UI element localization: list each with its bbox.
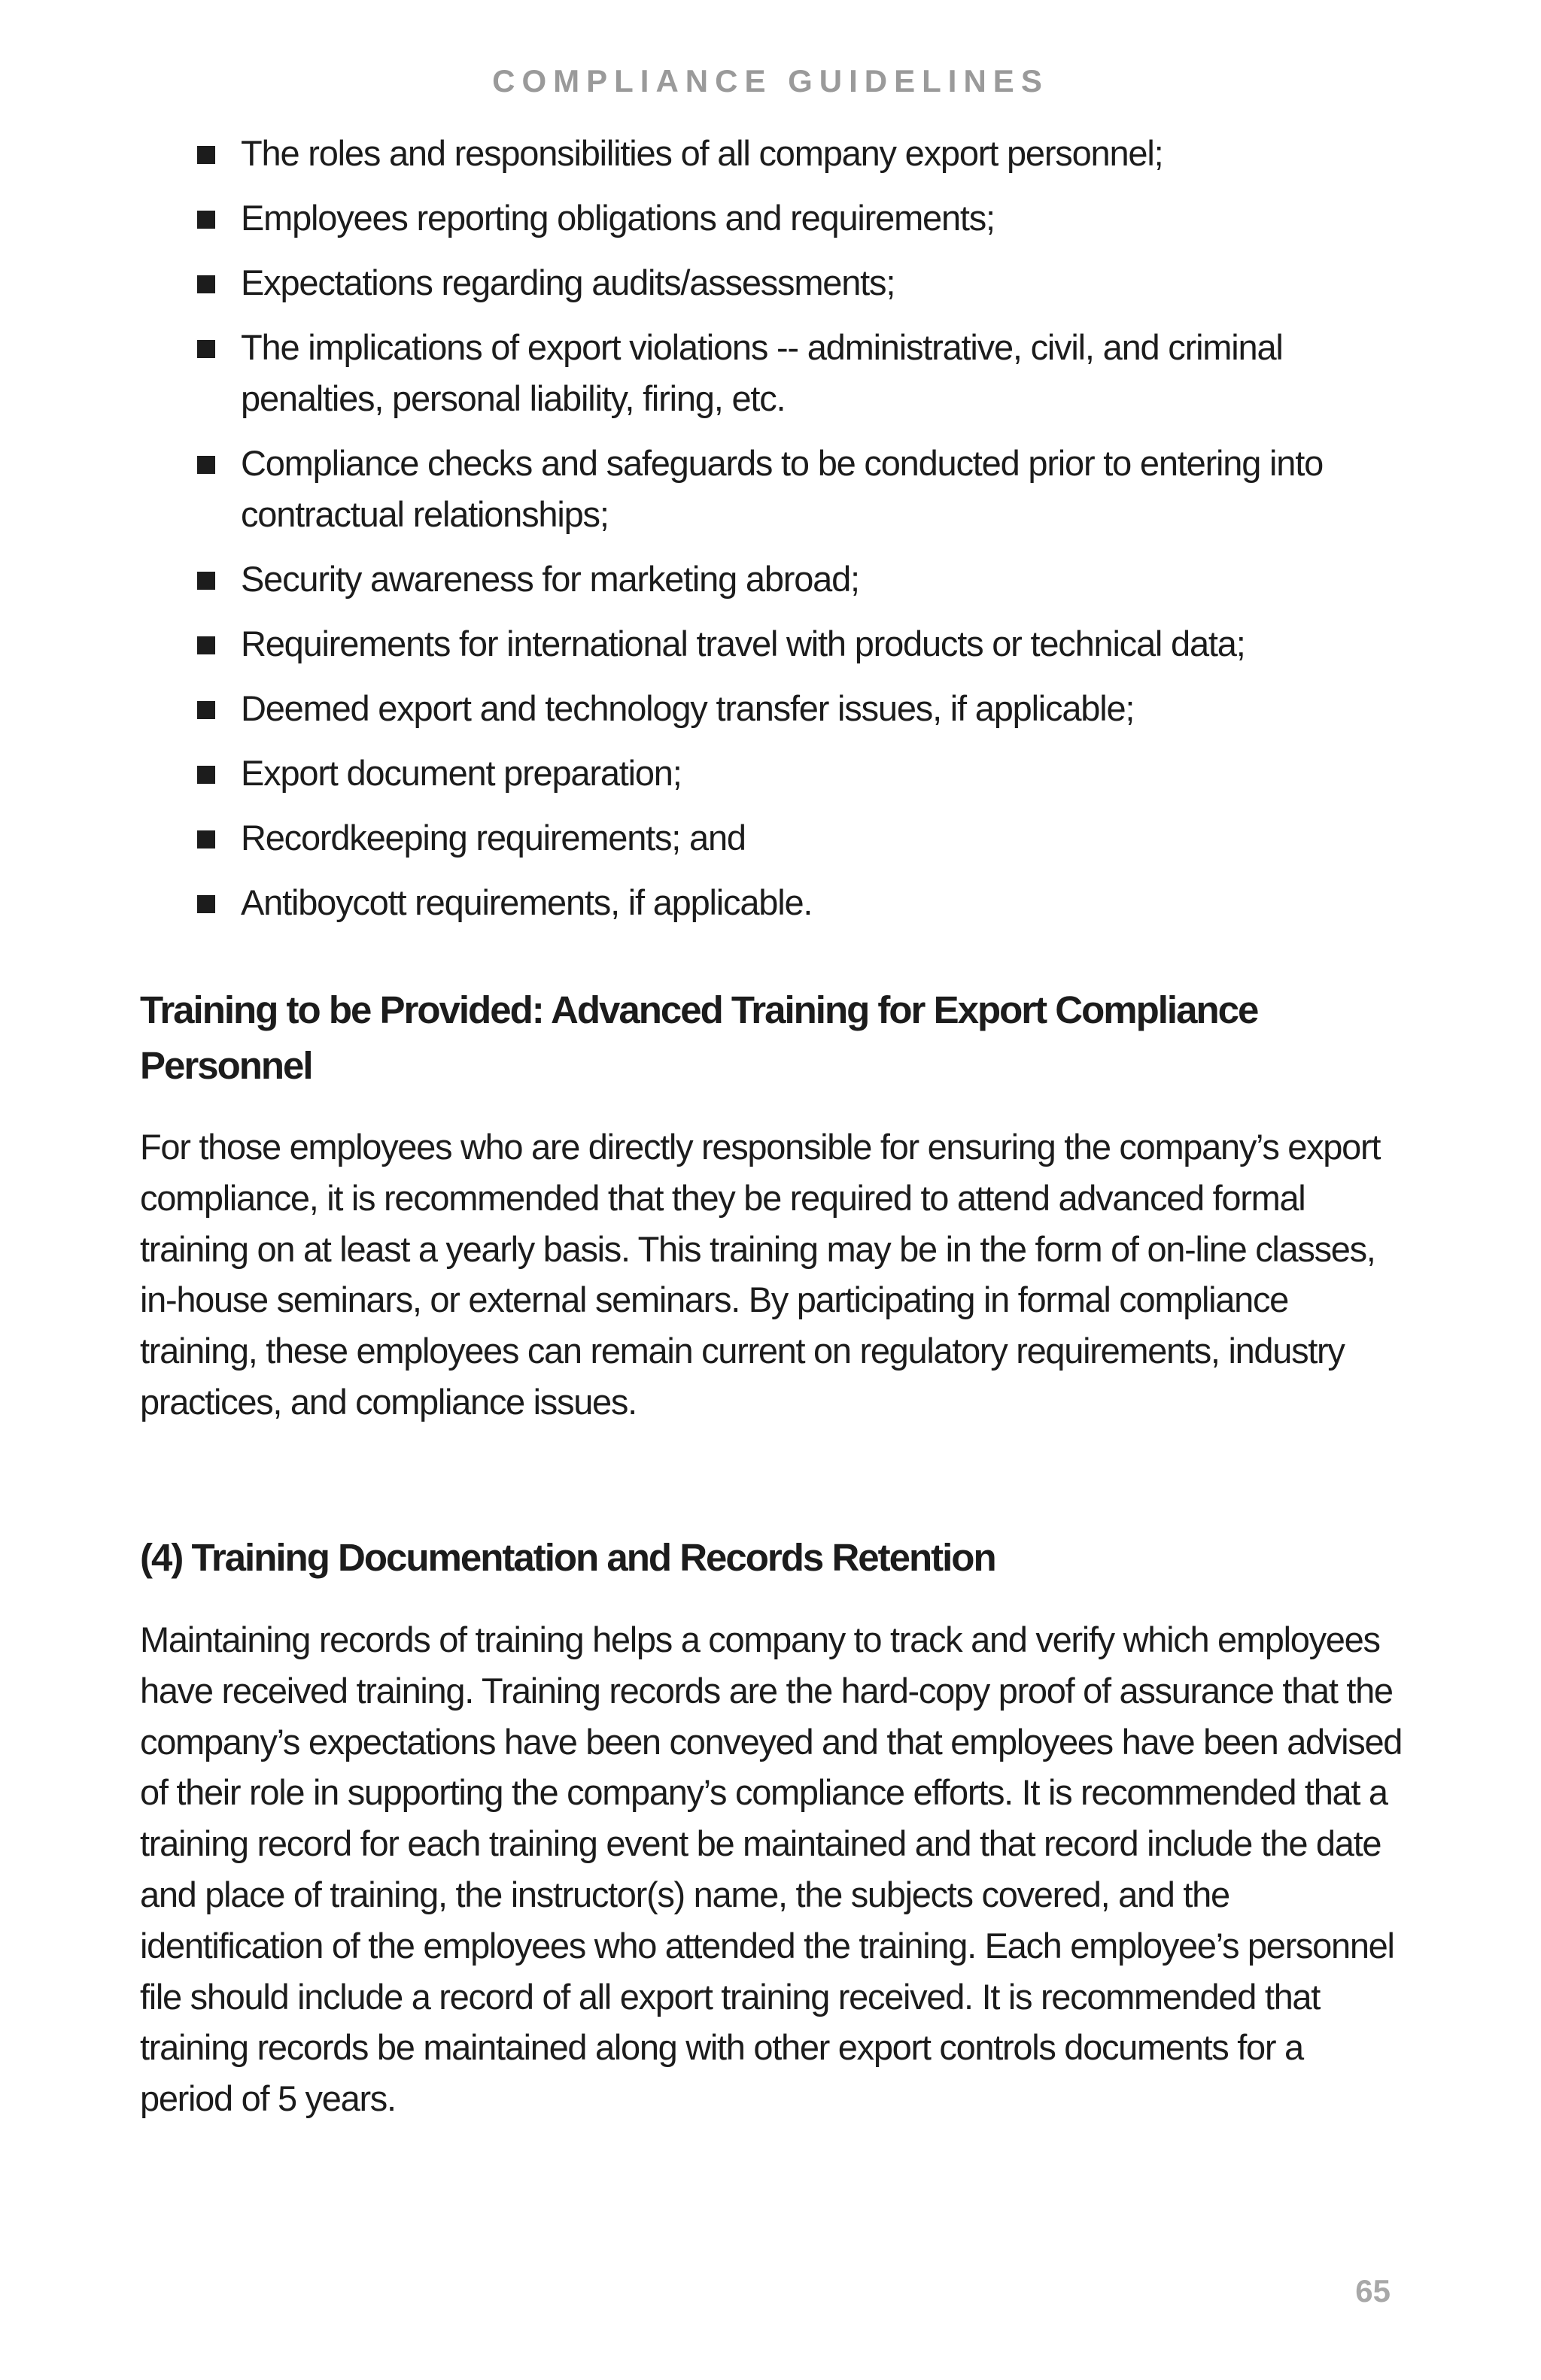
list-item <box>197 812 1431 864</box>
list-item-text: Antiboycott requirements, if applicable. <box>241 882 813 922</box>
square-bullet-icon <box>197 456 215 474</box>
list-item <box>197 618 1431 669</box>
list-item <box>197 257 1431 308</box>
list-item-text: Requirements for international travel with products or technical data; <box>241 624 1245 663</box>
list-item <box>197 128 1431 179</box>
list-item-text: Employees reporting obligations and requirements; <box>241 198 995 238</box>
square-bullet-icon <box>197 766 215 784</box>
square-bullet-icon <box>197 830 215 848</box>
section-body-records-retention: Maintaining records of training helps a company to track and verify which employees have received training. Training records are the hard-copy proof of assurance that the company’s expectations have been conveyed and that employees have been advised of their role in supporting the company’s compliance efforts. It is recommended that a training record for each training event be maintained and that record include the date and place of training, the instructor(s) name, the subjects covered, and the identification of the employees who attended the training. Each employee’s personnel file should include a record of all export training received. It is recommended that training records be maintained along with other export controls documents for a period of 5 years. <box>140 1620 1403 2119</box>
list-item <box>197 683 1431 734</box>
section-heading-records-retention: (4) Training Documentation and Records Retention <box>140 1536 995 1579</box>
square-bullet-icon <box>197 275 215 293</box>
list-item-text: Export document preparation; <box>241 753 682 793</box>
square-bullet-icon <box>197 211 215 229</box>
list-item-text: Recordkeeping requirements; and <box>241 818 746 858</box>
square-bullet-icon <box>197 572 215 590</box>
list-item-text: The roles and responsibilities of all company export personnel; <box>241 133 1163 173</box>
list-item-text: The implications of export violations -- administrative, civil, and criminal penalties, personal liability, firing, etc. <box>241 327 1283 418</box>
square-bullet-icon <box>197 701 215 719</box>
page-number: 65 <box>1355 2273 1391 2309</box>
square-bullet-icon <box>197 146 215 164</box>
list-item-text: Compliance checks and safeguards to be conducted prior to entering into contractual relationships; <box>241 443 1324 534</box>
list-item-text: Expectations regarding audits/assessments; <box>241 263 895 302</box>
square-bullet-icon <box>197 895 215 913</box>
running-header: COMPLIANCE GUIDELINES <box>492 63 1049 99</box>
list-item <box>197 193 1431 244</box>
section-body-advanced-training: For those employees who are directly responsible for ensuring the company’s export compliance, it is recommended that they be required to attend advanced formal training on at least a yearly basis. This training may be in the form of on-line classes, in-house seminars, or external seminars. By participating in formal compliance training, these employees can remain current on regulatory requirements, industry practices, and compliance issues. <box>140 1127 1381 1422</box>
list-item <box>197 554 1431 605</box>
list-item <box>197 877 1431 928</box>
square-bullet-icon <box>197 340 215 358</box>
training-topics-list <box>197 128 1431 942</box>
list-item-text: Deemed export and technology transfer issues, if applicable; <box>241 688 1135 728</box>
list-item <box>197 438 1431 540</box>
square-bullet-icon <box>197 636 215 654</box>
list-item-text: Security awareness for marketing abroad; <box>241 559 859 599</box>
list-item <box>197 748 1431 799</box>
section-heading-advanced-training: Training to be Provided: Advanced Training for Export Compliance Personnel <box>140 988 1258 1087</box>
list-item <box>197 322 1431 424</box>
